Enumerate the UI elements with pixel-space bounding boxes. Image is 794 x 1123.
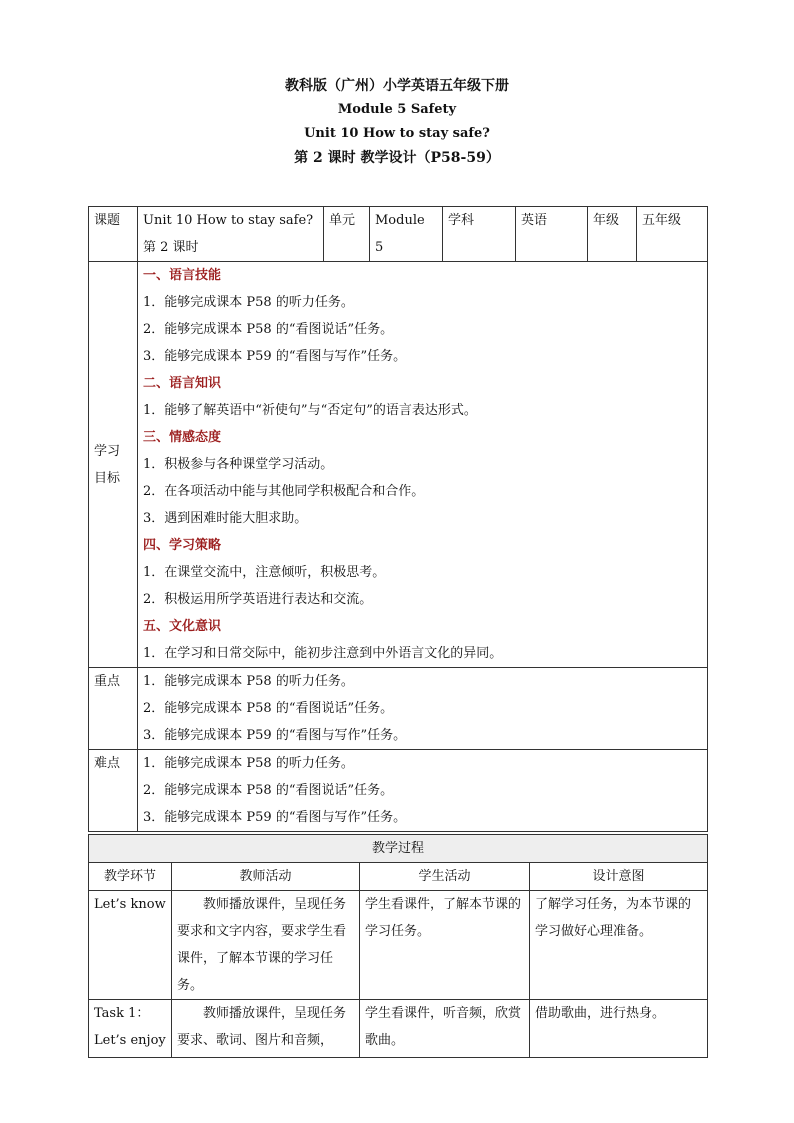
objective-section-title: 一、语言技能 xyxy=(143,268,222,283)
difficulties-label: 难点 xyxy=(89,750,138,832)
process-header-stage: 教学环节 xyxy=(89,863,172,891)
process-header-teacher: 教师活动 xyxy=(172,863,360,891)
objective-item: 3．遇到困难时能大胆求助。 xyxy=(143,511,308,526)
objective-section-title: 二、语言知识 xyxy=(143,376,222,391)
document-header xyxy=(0,74,794,170)
difficulty-item: 2．能够完成课本 P58 的“看图说话”任务。 xyxy=(143,783,394,798)
topic-label: 课题 xyxy=(89,207,138,262)
key-point-item: 1．能够完成课本 P58 的听力任务。 xyxy=(143,674,354,689)
objective-item: 3．能够完成课本 P59 的“看图与写作”任务。 xyxy=(143,349,407,364)
topic-value: Unit 10 How to stay safe? 第 2 课时 xyxy=(138,207,324,262)
objective-item: 2．在各项活动中能与其他同学积极配合和合作。 xyxy=(143,484,425,499)
process-teacher-activity: 教师播放课件，呈现任务要求和文字内容，要求学生看课件，了解本节课的学习任务。 xyxy=(172,891,360,1000)
objective-section-title: 四、学习策略 xyxy=(143,538,222,553)
difficulty-item: 3．能够完成课本 P59 的“看图与写作”任务。 xyxy=(143,810,407,825)
difficulty-item: 1．能够完成课本 P58 的听力任务。 xyxy=(143,756,354,771)
objective-item: 2．积极运用所学英语进行表达和交流。 xyxy=(143,592,373,607)
teaching-process-table xyxy=(88,834,708,1058)
objectives-content xyxy=(138,262,708,668)
process-title: 教学过程 xyxy=(89,835,708,863)
lesson-info-table xyxy=(88,206,708,832)
grade-value: 五年级 xyxy=(637,207,708,262)
subject-label: 学科 xyxy=(443,207,516,262)
objective-item: 1．在学习和日常交际中，能初步注意到中外语言文化的异同。 xyxy=(143,646,503,661)
process-student-activity: 学生看课件，了解本节课的学习任务。 xyxy=(360,891,530,1000)
objective-item: 1．积极参与各种课堂学习活动。 xyxy=(143,457,334,472)
key-points-label: 重点 xyxy=(89,668,138,750)
process-design-intent: 借助歌曲，进行热身。 xyxy=(530,1000,708,1058)
lesson-title: 第 2 课时 教学设计（P58-59） xyxy=(294,150,500,166)
objective-item: 1．能够了解英语中“祈使句”与“否定句”的语言表达形式。 xyxy=(143,403,477,418)
key-points-content xyxy=(138,668,708,750)
objectives-label: 学习目标 xyxy=(89,262,138,668)
process-design-intent: 了解学习任务，为本节课的学习做好心理准备。 xyxy=(530,891,708,1000)
process-stage: Task 1：Let’s enjoy xyxy=(89,1000,172,1058)
objective-section-title: 五、文化意识 xyxy=(143,619,222,634)
objective-item: 1．能够完成课本 P58 的听力任务。 xyxy=(143,295,354,310)
doc-title: 教科版（广州）小学英语五年级下册 xyxy=(285,78,509,94)
objective-item: 2．能够完成课本 P58 的“看图说话”任务。 xyxy=(143,322,394,337)
module-title: Module 5 Safety xyxy=(337,102,457,117)
objective-item: 1．在课堂交流中，注意倾听，积极思考。 xyxy=(143,565,386,580)
unit-title: Unit 10 How to stay safe? xyxy=(304,126,490,141)
difficulties-content xyxy=(138,750,708,832)
process-header-intent: 设计意图 xyxy=(530,863,708,891)
unit-value: Module 5 xyxy=(370,207,443,262)
subject-value: 英语 xyxy=(516,207,588,262)
key-point-item: 3．能够完成课本 P59 的“看图与写作”任务。 xyxy=(143,728,407,743)
process-stage: Let’s know xyxy=(89,891,172,1000)
key-point-item: 2．能够完成课本 P58 的“看图说话”任务。 xyxy=(143,701,394,716)
grade-label: 年级 xyxy=(588,207,637,262)
objective-section-title: 三、情感态度 xyxy=(143,430,222,445)
process-student-activity: 学生看课件，听音频，欣赏歌曲。 xyxy=(360,1000,530,1058)
unit-label: 单元 xyxy=(324,207,370,262)
process-teacher-activity: 教师播放课件，呈现任务要求、歌词、图片和音频， xyxy=(172,1000,360,1058)
process-header-student: 学生活动 xyxy=(360,863,530,891)
